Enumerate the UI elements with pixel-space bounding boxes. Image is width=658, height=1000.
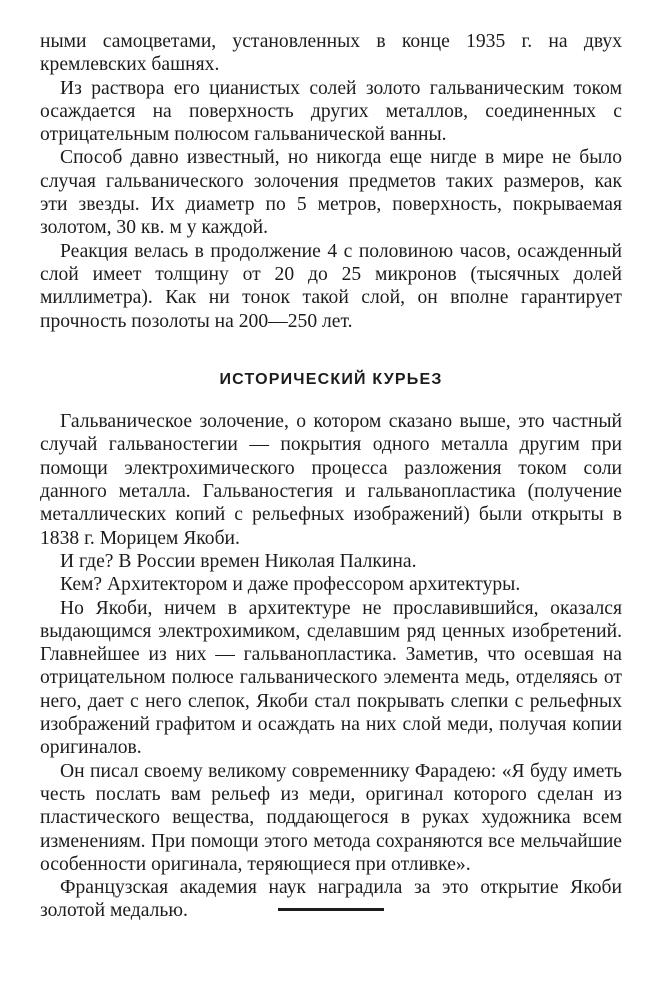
book-page [40,30,622,923]
paragraph-medal: Французская академия наук наградила за это открытие Якоби золотой медалью. [40,877,622,922]
paragraph-cyanide-salts: Из раствора его цианистых солей золото гальваническим током осаждается на поверхность других металлов, соединенных с отрицательным полюсом гальванической ванны. [40,77,622,146]
paragraph-reaction: Реакция велась в продолжение 4 с половиною часов, осажденный слой имеет толщину от 20 до 25 микронов (тысячных долей миллиметра). Как ни тонок такой слой, он вполне гарантирует прочность позолоты на 200—250 лет. [40,240,622,332]
paragraph-jacobi: Но Якоби, ничем в архитектуре не прославившийся, оказался выдающимся электрохимиком, сделавшим ряд ценных изобретений. Главнейшее из них — гальванопластика. Заметив, что осевшая на отрицательном полюсе гальванического элемента медь, отделяясь от него, дает с него слепок, Якоби стал покрывать слепки с рельефных изображений графитом и осаждать на них слой меди, получая копии оригиналов. [40,597,622,759]
section-heading: ИСТОРИЧЕСКИЙ КУРЬЕЗ [219,370,443,388]
paragraph-who: Кем? Архитектором и даже профессором архитектуры. [60,574,521,596]
paragraph-faraday-letter: Он писал своему великому современнику Фарадею: «Я буду иметь честь послать вам рельеф из меди, оригинал которого сделан из пластического вещества, поддающегося в руках художника всем изменениям. При помощи этого метода сохраняются все мельчайшие особенности оригинала, теряющиеся при отливке». [40,760,622,875]
paragraph-method: Способ давно известный, но никогда еще нигде в мире не было случая гальванического золочения предметов таких размеров, как эти звезды. Их диаметр по 5 метров, поверхность, покрываемая золотом, 30 кв. м у каждой. [40,147,622,239]
section-end-divider [278,908,384,911]
paragraph-where: И где? В России времен Николая Палкина. [60,550,417,572]
paragraph-continuation: ными самоцветами, установленных в конце 1935 г. на двух кремлевских башнях. [40,31,622,76]
paragraph-galvanostegy: Гальваническое золочение, о котором сказано выше, это частный случай гальваностегии — покрытия одного металла другим при помощи электрохимического процесса разложения током соли данного металла. Гальваностегия и гальванопластика (получение металлических копий с рельефных изображений) были открыты в 1838 г. Морицем Якоби. [40,411,622,549]
